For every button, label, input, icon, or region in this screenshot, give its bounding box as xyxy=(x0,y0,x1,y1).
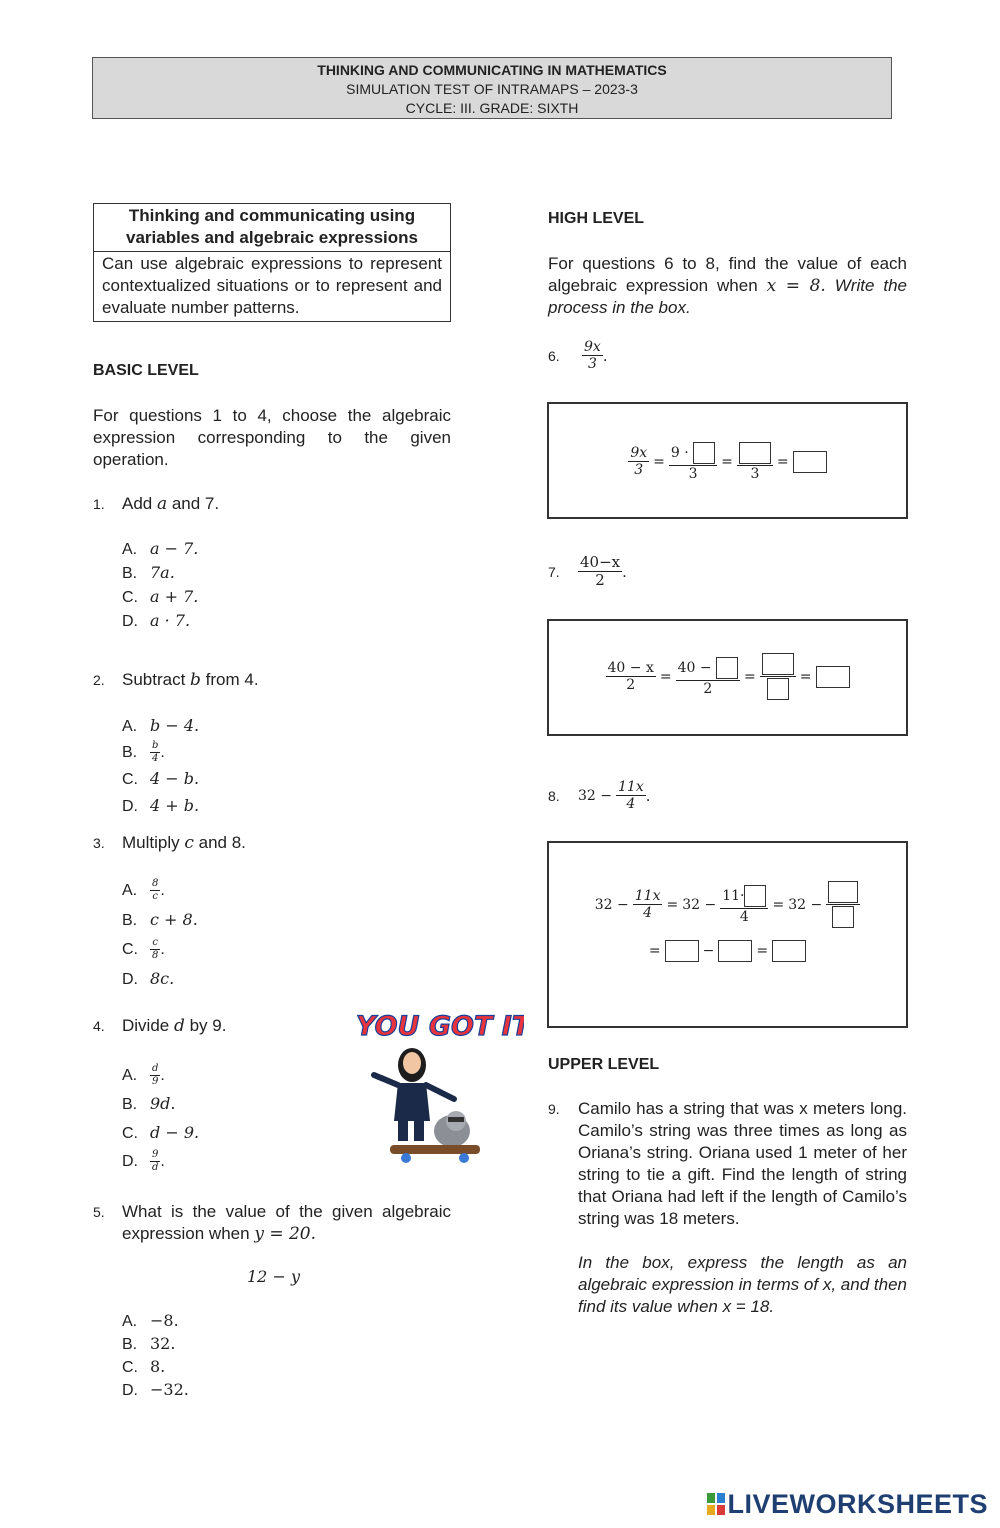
skill-description: Can use algebraic expressions to represent contextualized situations or to represent and evaluate number patterns. xyxy=(102,254,442,317)
option-d[interactable]: D. −32. xyxy=(122,1380,189,1399)
option-a[interactable]: A. b − 4. xyxy=(122,716,200,735)
option-c[interactable]: C. d − 9. xyxy=(122,1123,200,1142)
question-number: 2. xyxy=(93,672,105,688)
option-d[interactable]: D. $\frac{9}{d}$ . xyxy=(122,1149,165,1174)
question-number: 3. xyxy=(93,835,105,851)
question-number: 4. xyxy=(93,1018,105,1034)
question-3: 3. Multiply c and 8. xyxy=(93,833,246,853)
q8-blank-5[interactable] xyxy=(718,940,752,962)
q4-options xyxy=(122,1062,199,1176)
option-b[interactable]: B. 7a. xyxy=(122,563,175,582)
option-d[interactable]: D. 8c. xyxy=(122,969,175,988)
option-b[interactable]: B. $\frac{b}{4}$ . xyxy=(122,740,165,765)
q6-blank-1[interactable] xyxy=(693,442,715,464)
option-b[interactable]: B. 9d. xyxy=(122,1094,176,1113)
skill-title: Thinking and communicating using variables and algebraic expressions xyxy=(94,204,450,252)
question-number: 1. xyxy=(93,496,105,512)
header-title: THINKING AND COMMUNICATING IN MATHEMATICS xyxy=(317,62,667,78)
q6-blank-2[interactable] xyxy=(739,442,771,464)
option-c[interactable]: C. $\frac{c}{8}$ . xyxy=(122,937,165,962)
q8-blank-4[interactable] xyxy=(665,940,699,962)
q1-options xyxy=(122,537,198,633)
basic-instruction: For questions 1 to 4, choose the algebraic expression corresponding to the given operation. xyxy=(93,406,451,469)
high-level-heading: HIGH LEVEL xyxy=(548,210,645,227)
option-d[interactable]: D. a · 7. xyxy=(122,611,191,630)
skill-box xyxy=(93,203,451,322)
upper-level-heading: UPPER LEVEL xyxy=(548,1056,660,1073)
option-d[interactable]: D. 4 + b. xyxy=(122,796,200,815)
q8-blank-2[interactable] xyxy=(828,881,858,903)
header-cycle: CYCLE: III. GRADE: SIXTH xyxy=(405,100,579,116)
document-header xyxy=(92,57,892,119)
q5-expression: 12 − y xyxy=(247,1267,300,1286)
q7-blank-1[interactable] xyxy=(716,657,738,679)
you-got-it-sticker xyxy=(352,1003,524,1175)
option-a[interactable]: A. $\frac{8}{c}$ . xyxy=(122,878,165,903)
option-a[interactable]: A. −8. xyxy=(122,1311,179,1330)
q7-answer-box: $\frac{40 - x}{2}$ = $\frac{40 -}{2}$ = = xyxy=(547,619,908,736)
q8-blank-3[interactable] xyxy=(832,906,854,928)
header-subtitle: SIMULATION TEST OF INTRAMAPS – 2023-3 xyxy=(346,81,638,97)
q8-blank-6[interactable] xyxy=(772,940,806,962)
q5-options xyxy=(122,1310,189,1402)
q2-options xyxy=(122,713,199,820)
question-2: 2. Subtract b from 4. xyxy=(93,670,259,690)
option-c[interactable]: C. 8. xyxy=(122,1357,166,1376)
question-7: 7. $\frac{40-x}{2}$ . xyxy=(548,553,627,589)
question-6: 6. $\frac{9x}{3}$ . xyxy=(548,339,608,372)
skater-girl-icon xyxy=(352,1003,524,1175)
option-c[interactable]: C. a + 7. xyxy=(122,587,199,606)
q6-blank-3[interactable] xyxy=(793,451,827,473)
sticker-text: YOU GOT IT! xyxy=(356,1011,524,1042)
q3-options xyxy=(122,876,198,994)
question-5: 5. What is the value of the given algebraic expression when y = 20. xyxy=(93,1202,451,1244)
option-c[interactable]: C. 4 − b. xyxy=(122,769,200,788)
question-number: 5. xyxy=(93,1204,105,1220)
liveworksheets-logo: LIVEWORKSHEETS xyxy=(707,1489,988,1520)
option-a[interactable]: A. $\frac{d}{9}$ . xyxy=(122,1063,165,1088)
option-a[interactable]: A. a − 7. xyxy=(122,539,199,558)
option-b[interactable]: B. c + 8. xyxy=(122,910,198,929)
q8-answer-box: 32 − $\frac{11x}{4}$ = 32 − $\frac{11\cdot}{4}$ = 32 − = − = xyxy=(547,841,908,1028)
question-9 xyxy=(548,1098,907,1318)
q9-instruction: In the box, express the length as an algebraic expression in terms of x, and then find its value when x = 18. xyxy=(578,1253,907,1316)
question-number: 9. xyxy=(548,1101,560,1117)
question-1: 1. Add a and 7. xyxy=(93,494,220,514)
q6-answer-box: $\frac{9x}{3}$ = $\frac{9 \cdot}{3}$ = 3 = xyxy=(547,402,908,519)
basic-level-heading: BASIC LEVEL xyxy=(93,362,199,379)
liveworksheets-logo-icon xyxy=(707,1493,725,1515)
q7-blank-3[interactable] xyxy=(767,678,789,700)
question-4: 4. Divide d by 9. xyxy=(93,1016,227,1036)
option-b[interactable]: B. 32. xyxy=(122,1334,176,1353)
q7-blank-4[interactable] xyxy=(816,666,850,688)
q9-text: Camilo has a string that was x meters long. Camilo’s string was three times as long as Oriana’s string. Oriana used 1 meter of her string to tie a gift. Find the length of string that Oriana had left if the length of Camilo’s string was 18 meters. xyxy=(578,1099,907,1228)
question-8: 8. 32 − $\frac{11x}{4}$ . xyxy=(548,779,651,812)
q8-blank-1[interactable] xyxy=(744,885,766,907)
high-instruction: For questions 6 to 8, find the value of each algebraic expression when x = 8. Write the process in the box. xyxy=(548,254,907,317)
q7-blank-2[interactable] xyxy=(762,653,794,675)
